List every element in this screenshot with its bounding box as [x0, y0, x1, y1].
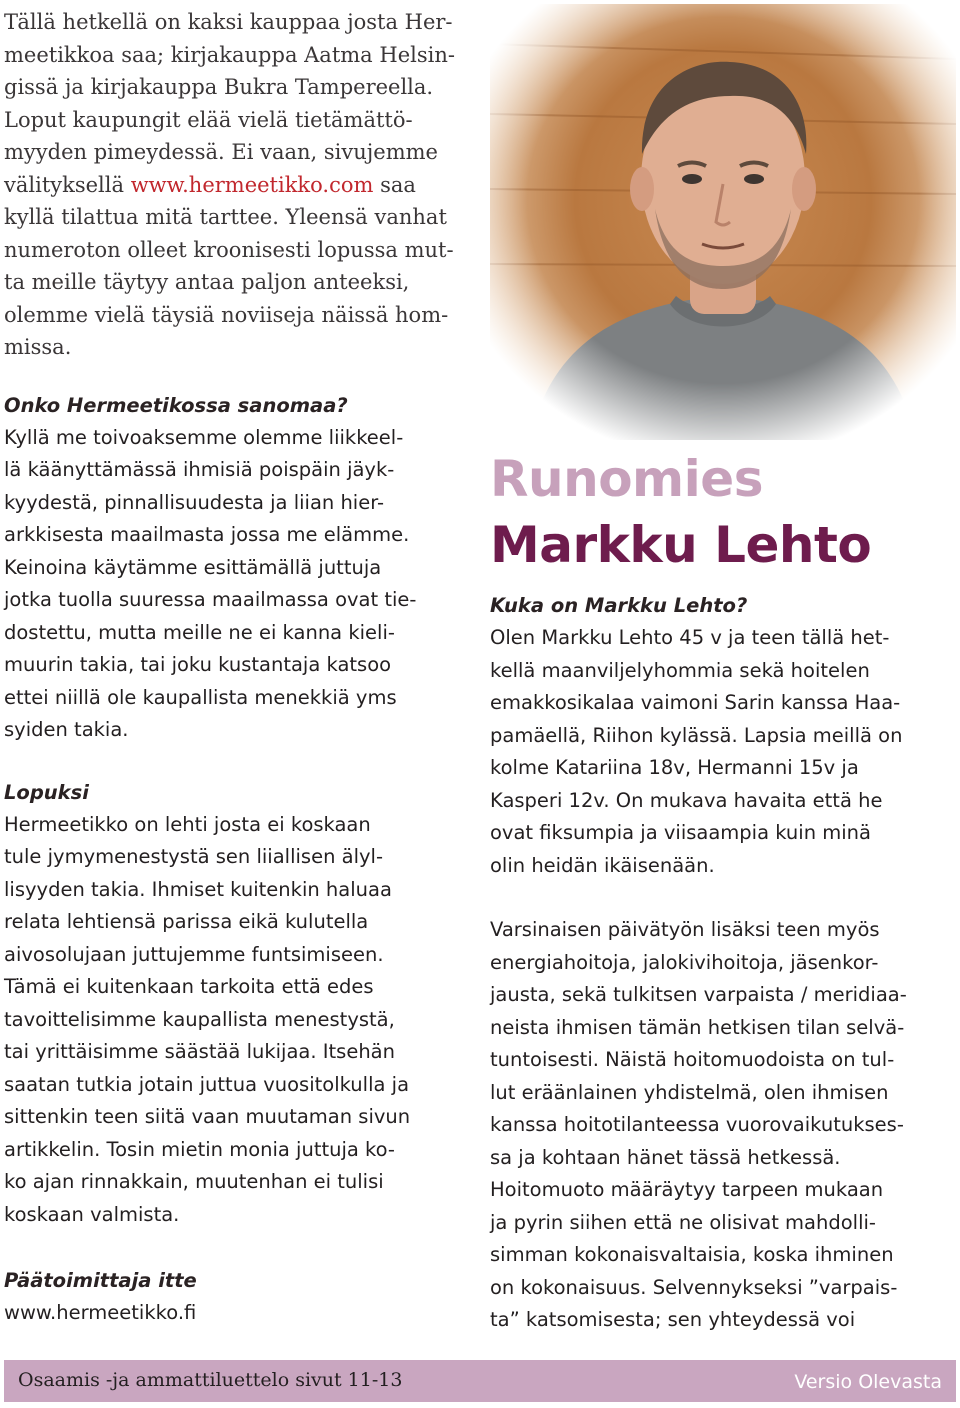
right-column: [490, 4, 956, 1337]
body-line: ettei niillä ole kaupallista menekkiä yms: [4, 685, 397, 709]
intro-line: gissä ja kirjakauppa Bukra Tampereella.: [4, 75, 434, 99]
intro-line: ta meille täytyy antaa paljon anteeksi,: [4, 270, 410, 294]
body-line: artikkelin. Tosin mietin monia juttuja ko-: [4, 1137, 395, 1161]
body-line: tule jymymenestystä sen liiallisen älyl-: [4, 845, 384, 868]
body-line: Hermeetikko on lehti josta ei koskaan: [4, 812, 371, 836]
article-paragraph-1: [490, 622, 956, 882]
article-title-line2: Markku Lehto: [490, 516, 872, 574]
body-line: simman kokonaisvaltaisia, koska ihminen: [490, 1243, 894, 1266]
intro-line: meetikkoa saa; kirjakauppa Aatma Helsin-: [4, 42, 455, 67]
body-line: sittenkin teen siitä vaan muutaman sivun: [4, 1105, 411, 1128]
body-line: arkkisesta maailmasta jossa me elämme.: [4, 523, 410, 546]
body-line: tavoittelisimme kaupallista menestystä,: [4, 1007, 395, 1031]
body-line: tuntoisesti. Näistä hoitomuodoista on tul-: [490, 1048, 895, 1071]
body-line: Olen Markku Lehto 45 v ja teen tällä het-: [490, 626, 890, 649]
body-line: kanssa hoitotilanteessa vuorovaikutukses-: [490, 1113, 904, 1136]
body-line: energiahoitoja, jalokivihoitoja, jäsenkor-: [490, 950, 879, 974]
body-line: dostettu, mutta meille ne ei kanna kieli-: [4, 620, 395, 644]
body-line: lä käänyttämässä ihmisiä poispäin jäyk-: [4, 458, 395, 481]
body-line: relata lehtiensä parissa eikä kulutella: [4, 910, 369, 933]
hermeetikko-com-link[interactable]: www.hermeetikko.com: [130, 172, 374, 197]
sanoma-section: [4, 390, 479, 747]
body-line: ta” katsomisesta; sen yhteydessä voi: [490, 1308, 856, 1331]
body-line: Hoitomuoto määräytyy tarpeen mukaan: [490, 1178, 884, 1201]
body-line: sa ja kohtaan hänet tässä hetkessä.: [490, 1145, 841, 1169]
body-line: lut eräänlainen yhdistelmä, olen ihmisen: [490, 1080, 889, 1104]
body-line: Tämä ei kuitenkaan tarkoita että edes: [4, 975, 374, 998]
intro-link-line: [4, 169, 479, 202]
page-footer: [4, 1360, 956, 1402]
body-line: ko ajan rinnakkain, muutenhan ei tulisi: [4, 1170, 384, 1193]
intro-line: myyden pimeydessä. Ei vaan, sivujemme: [4, 140, 438, 164]
body-line: ja pyrin siihen että ne olisivat mahdolli-: [490, 1210, 876, 1234]
intro-link-prefix: välityksellä: [4, 172, 131, 197]
portrait-photo: [490, 4, 956, 440]
question-heading: Kuka on Markku Lehto?: [490, 594, 748, 617]
body-line: kolme Katariina 18v, Hermanni 15v ja: [490, 756, 859, 779]
sanoma-heading: Onko Hermeetikossa sanomaa?: [4, 393, 348, 417]
body-line: kellä maanviljelyhommia sekä hoitelen: [490, 658, 870, 682]
body-line: neista ihmisen tämän hetkisen tilan selvä-: [490, 1015, 905, 1039]
body-line: emakkosikalaa vaimoni Sarin kanssa Haa-: [490, 691, 901, 714]
intro-line: missa.: [4, 335, 72, 359]
body-line: pamäellä, Riihon kylässä. Lapsia meillä on: [490, 723, 903, 747]
signature-url-link[interactable]: www.hermeetikko.fi: [4, 1301, 197, 1324]
intro-line: kyllä tilattua mitä tarttee. Yleensä vanhat: [4, 205, 447, 229]
body-line: Kasperi 12v. On mukava havaita että he: [490, 788, 883, 812]
lopuksi-heading: Lopuksi: [4, 780, 89, 804]
footer-edition-label: Versio Olevasta: [794, 1371, 942, 1393]
body-line: lisyyden takia. Ihmiset kuitenkin haluaa: [4, 877, 392, 901]
intro-line: numeroton olleet kroonisesti lopussa mut-: [4, 237, 454, 262]
article-title-line1: Runomies: [490, 450, 763, 508]
left-column: [4, 6, 479, 1330]
body-line: Keinoina käytämme esittämällä juttuja: [4, 555, 382, 579]
body-line: kyydestä, pinnallisuudesta ja liian hier-: [4, 490, 385, 514]
body-line: tai yrittäisimme säästää lukijaa. Itsehän: [4, 1040, 395, 1063]
body-line: saatan tutkia jotain juttua vuositolkulla ja: [4, 1072, 410, 1096]
body-line: koskaan valmista.: [4, 1202, 180, 1226]
body-line: jausta, sekä tulkitsen varpaista / meridiaa-: [490, 983, 907, 1006]
intro-link-suffix: saa: [373, 172, 416, 197]
body-line: ovat fiksumpia ja viisaampia kuin minä: [490, 821, 871, 844]
footer-section-label: Osaamis -ja ammattiluettelo sivut 11-13: [18, 1369, 403, 1391]
portrait-illustration: [490, 4, 956, 440]
body-line: Varsinaisen päivätyön lisäksi teen myös: [490, 918, 880, 941]
signature-block: [4, 1265, 479, 1330]
body-line: on kokonaisuus. Selvennykseksi ”varpais-: [490, 1275, 898, 1299]
intro-line: Tällä hetkellä on kaksi kauppaa josta Her-: [4, 10, 453, 34]
body-line: Kyllä me toivoaksemme olemme liikkeel-: [4, 425, 404, 449]
intro-line: Loput kaupungit elää vielä tietämättö-: [4, 107, 413, 132]
body-line: syiden takia.: [4, 718, 129, 741]
lopuksi-section: [4, 777, 479, 1232]
body-line: aivosolujaan juttujemme funtsimiseen.: [4, 942, 384, 966]
signature-heading: Päätoimittaja itte: [4, 1269, 197, 1292]
article-paragraph-2: [490, 914, 956, 1337]
body-line: olin heidän ikäisenään.: [490, 853, 715, 877]
intro-paragraph: [4, 6, 479, 364]
intro-line: olemme vielä täysiä noviiseja näissä hom-: [4, 302, 449, 327]
body-line: jotka tuolla suuressa maailmassa ovat tie-: [4, 588, 417, 611]
body-line: muurin takia, tai joku kustantaja katsoo: [4, 653, 392, 676]
